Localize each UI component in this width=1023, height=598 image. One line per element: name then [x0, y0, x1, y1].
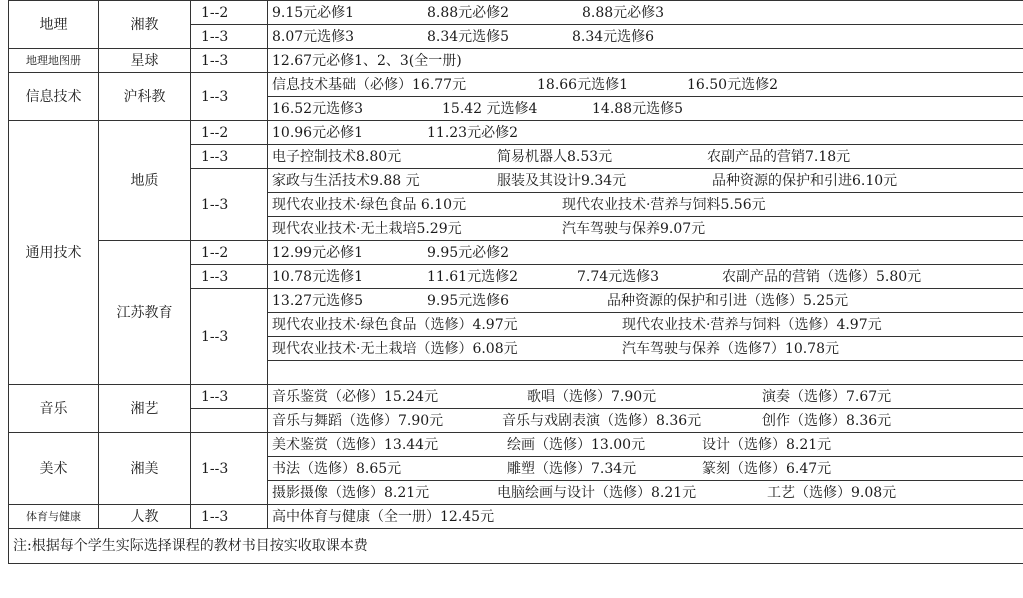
items-cell [268, 289, 1023, 313]
items-cell [268, 433, 1023, 457]
subject-cell: 音乐 [9, 385, 99, 433]
book-item: 现代农业技术·营养与饲料5.56元 [562, 196, 766, 213]
items-cell [268, 241, 1023, 265]
table-row [9, 505, 1023, 529]
book-item: 电子控制技术8.80元 [272, 148, 402, 165]
book-item: 信息技术基础（必修）16.77元 [272, 76, 467, 93]
book-item: 16.50元选修2 [687, 76, 778, 93]
subject-cell: 美术 [9, 433, 99, 505]
book-item: 简易机器人8.53元 [497, 148, 613, 165]
subject-cell: 体育与健康 [9, 505, 99, 529]
publisher-cell: 沪科教 [99, 73, 191, 121]
items-cell [268, 337, 1023, 361]
book-item: 8.07元选修3 [272, 28, 355, 45]
grade-cell: 1--3 [191, 505, 268, 529]
items-cell [268, 145, 1023, 169]
subject-cell: 通用技术 [9, 121, 99, 385]
subject-cell: 地理地图册 [9, 49, 99, 73]
book-item: 7.74元选修3 [577, 268, 660, 285]
book-item: 品种资源的保护和引进6.10元 [712, 172, 898, 189]
book-item: 现代农业技术·无土栽培（选修）6.08元 [272, 340, 518, 357]
grade-cell [191, 409, 268, 433]
items-cell [268, 193, 1023, 217]
book-item: 9.15元必修1 [272, 4, 355, 21]
grade-cell: 1--2 [191, 121, 268, 145]
items-cell [268, 73, 1023, 97]
book-item: 9.95元选修6 [427, 292, 510, 309]
table-row [9, 529, 1023, 564]
book-item: 11.23元必修2 [427, 124, 518, 141]
book-item: 9.95元必修2 [427, 244, 510, 261]
book-item: 高中体育与健康（全一册）12.45元 [272, 508, 495, 525]
book-item: 服装及其设计9.34元 [497, 172, 627, 189]
subject-cell: 信息技术 [9, 73, 99, 121]
grade-cell [268, 361, 1023, 385]
publisher-cell: 江苏教育 [99, 241, 191, 385]
grade-cell: 1--2 [191, 1, 268, 25]
items-cell [268, 265, 1023, 289]
publisher-cell: 人教 [99, 505, 191, 529]
grade-cell: 1--3 [191, 265, 268, 289]
items-cell [268, 49, 1023, 73]
grade-cell: 1--3 [191, 145, 268, 169]
publisher-cell: 湘艺 [99, 385, 191, 433]
book-item: 品种资源的保护和引进（选修）5.25元 [607, 292, 849, 309]
table-row [9, 241, 1023, 265]
book-item: 音乐与舞蹈（选修）7.90元 [272, 412, 444, 429]
grade-cell: 1--3 [191, 385, 268, 409]
table-row [9, 49, 1023, 73]
subject-cell: 地理 [9, 1, 99, 49]
book-item: 汽车驾驶与保养（选修7）10.78元 [622, 340, 839, 357]
book-item: 8.88元必修2 [427, 4, 510, 21]
items-cell [268, 385, 1023, 409]
table-row [9, 385, 1023, 409]
book-item: 家政与生活技术9.88 元 [272, 172, 420, 189]
grade-cell: 1--3 [191, 49, 268, 73]
items-cell [268, 313, 1023, 337]
grade-cell: 1--3 [191, 25, 268, 49]
table-row [9, 73, 1023, 97]
book-item: 11.61元选修2 [427, 268, 518, 285]
book-item: 13.27元选修5 [272, 292, 363, 309]
book-item: 音乐鉴赏（必修）15.24元 [272, 388, 439, 405]
table-row [9, 121, 1023, 145]
book-item: 雕塑（选修）7.34元 [507, 460, 637, 477]
items-cell [268, 1, 1023, 25]
book-item: 15.42 元选修4 [442, 100, 538, 117]
book-item: 音乐与戏剧表演（选修）8.36元 [502, 412, 702, 429]
table-row [9, 433, 1023, 457]
book-item: 现代农业技术·绿色食品 6.10元 [272, 196, 467, 213]
book-item: 8.34元选修6 [572, 28, 655, 45]
items-cell [268, 169, 1023, 193]
items-cell [268, 217, 1023, 241]
items-cell [268, 481, 1023, 505]
book-item: 创作（选修）8.36元 [762, 412, 892, 429]
grade-cell: 1--2 [191, 241, 268, 265]
items-cell [268, 97, 1023, 121]
grade-cell: 1--3 [191, 433, 268, 505]
book-item: 现代农业技术·无土栽培5.29元 [272, 220, 462, 237]
book-item: 摄影摄像（选修）8.21元 [272, 484, 430, 501]
grade-cell: 1--3 [191, 73, 268, 121]
book-item: 农副产品的营销7.18元 [707, 148, 851, 165]
textbook-fee-table [8, 0, 1023, 564]
book-item: 汽车驾驶与保养9.07元 [562, 220, 706, 237]
items-cell [268, 25, 1023, 49]
footnote: 注:根据每个学生实际选择课程的教材书目按实收取课本费 [9, 529, 1023, 564]
book-item: 美术鉴赏（选修）13.44元 [272, 436, 439, 453]
book-item: 歌唱（选修）7.90元 [527, 388, 657, 405]
book-item: 工艺（选修）9.08元 [767, 484, 897, 501]
publisher-cell: 星球 [99, 49, 191, 73]
table-row [9, 1, 1023, 25]
items-cell [268, 457, 1023, 481]
book-item: 10.78元选修1 [272, 268, 363, 285]
publisher-cell: 湘教 [99, 1, 191, 49]
book-item: 设计（选修）8.21元 [702, 436, 832, 453]
items-cell [268, 409, 1023, 433]
book-item: 篆刻（选修）6.47元 [702, 460, 832, 477]
book-item: 10.96元必修1 [272, 124, 363, 141]
book-item: 8.88元必修3 [582, 4, 665, 21]
book-item: 书法（选修）8.65元 [272, 460, 402, 477]
book-item: 现代农业技术·绿色食品（选修）4.97元 [272, 316, 518, 333]
book-item: 电脑绘画与设计（选修）8.21元 [497, 484, 697, 501]
book-item: 绘画（选修）13.00元 [507, 436, 646, 453]
book-item: 12.99元必修1 [272, 244, 363, 261]
book-item: 现代农业技术·营养与饲料（选修）4.97元 [622, 316, 882, 333]
grade-cell: 1--3 [191, 169, 268, 241]
publisher-cell: 湘美 [99, 433, 191, 505]
publisher-cell: 地质 [99, 121, 191, 241]
book-item: 演奏（选修）7.67元 [762, 388, 892, 405]
book-item: 16.52元选修3 [272, 100, 363, 117]
book-item: 8.34元选修5 [427, 28, 510, 45]
items-cell [268, 121, 1023, 145]
book-item: 12.67元必修1、2、3(全一册) [272, 52, 462, 69]
items-cell [268, 505, 1023, 529]
grade-cell: 1--3 [191, 289, 268, 385]
book-item: 14.88元选修5 [592, 100, 683, 117]
book-item: 农副产品的营销（选修）5.80元 [722, 268, 922, 285]
book-item: 18.66元选修1 [537, 76, 628, 93]
